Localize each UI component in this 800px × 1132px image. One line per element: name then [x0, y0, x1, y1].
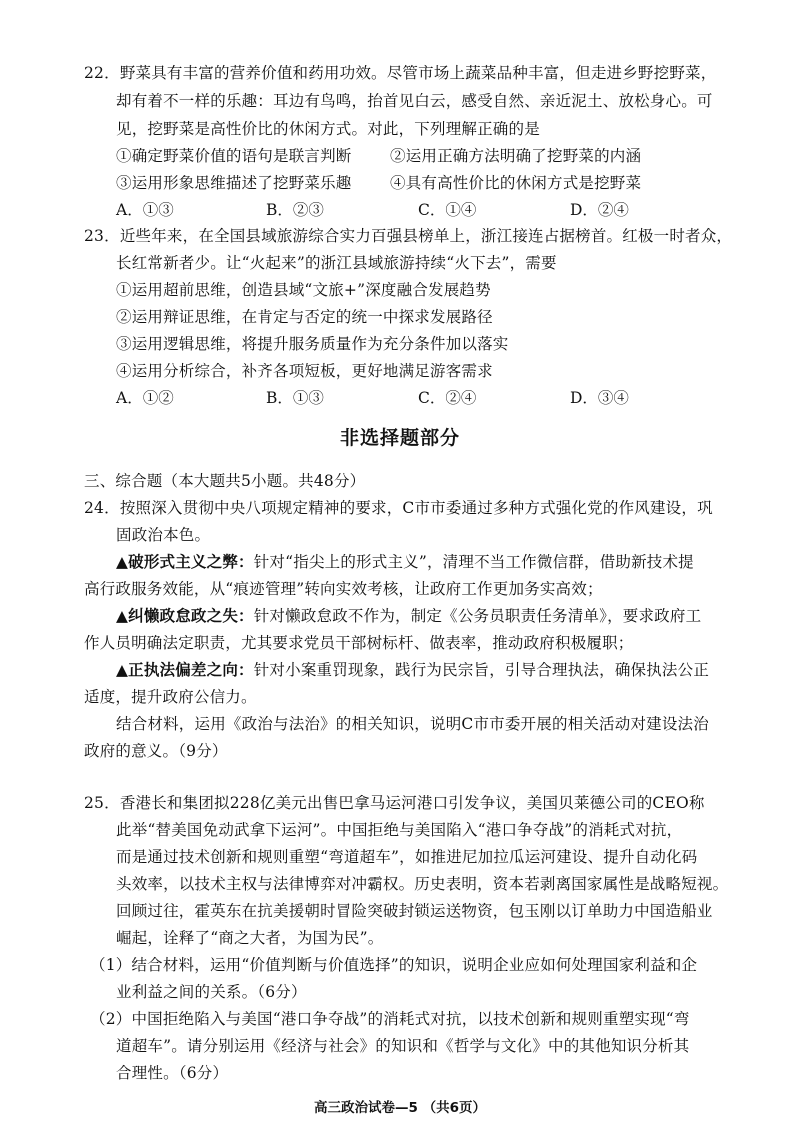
question-22-option-b[interactable]: B．②③ — [266, 201, 324, 219]
question-24-item-1-line-2: 高行政服务效能，从“痕迹管理”转向实效考核，让政府工作更加务实高效； — [84, 580, 603, 598]
question-22-options — [0, 199, 800, 221]
question-22-stem-line-1: 22．野菜具有丰富的营养价值和药用功效。尽管市场上蔬菜品种丰富，但走进乡野挖野菜， — [84, 64, 717, 82]
question-23-statement-4: ④运用分析综合，补齐各项短板，更好地满足游客需求 — [116, 362, 493, 380]
question-24-question-line-1: 结合材料，运用《政治与法治》的相关知识，说明C市市委开展的相关活动对建设法治 — [116, 715, 709, 733]
part-three-heading: 三、综合题（本大题共5小题。共48分） — [84, 472, 366, 490]
question-23-option-d[interactable]: D．③④ — [570, 389, 629, 407]
question-24-item-2-line-1 — [116, 605, 701, 627]
question-23-statement-1: ①运用超前思维，创造县域“文旅+”深度融合发展趋势 — [116, 281, 491, 299]
question-25-stem-line-3: 而是通过技术创新和规则重塑“弯道超车”，如推进尼加拉瓜运河建设、提升自动化码 — [116, 848, 698, 866]
question-25-stem-line-1: 25．香港长和集团拟228亿美元出售巴拿马运河港口引发争议，美国贝莱德公司的CEO称 — [84, 794, 705, 812]
question-24-item-3-line-2: 适度，提升政府公信力。 — [84, 688, 257, 706]
question-24-item-1-text: 针对“指尖上的形式主义”，清理不当工作微信群，借助新技术提 — [253, 553, 694, 571]
question-22-statement-2: ②运用正确方法明确了挖野菜的内涵 — [390, 147, 642, 165]
question-24-stem-line-2: 固政治本色。 — [116, 526, 211, 544]
question-24-item-1-mark: ▲破形式主义之弊： — [116, 552, 254, 571]
question-25-stem-line-2: 此举“替美国免动武拿下运河”。中国拒绝与美国陷入“港口争夺战”的消耗式对抗， — [116, 821, 683, 839]
question-24-question-line-2: 政府的意义。（9分） — [84, 742, 228, 760]
question-22-option-d[interactable]: D．②④ — [570, 201, 629, 219]
question-24-item-2-line-2: 作人员明确法定职责，尤其要求党员干部树标杆、做表率，推动政府积极履职； — [84, 634, 634, 652]
question-22-statement-4: ④具有高性价比的休闲方式是挖野菜 — [390, 174, 642, 192]
question-23-statement-2: ②运用辩证思维，在肯定与否定的统一中探求发展路径 — [116, 308, 493, 326]
question-24-item-2-text: 针对懒政怠政不作为，制定《公务员职责任务清单》，要求政府工 — [253, 607, 702, 625]
question-24-item-3-mark: ▲正执法偏差之向： — [116, 660, 254, 679]
question-23-options — [0, 387, 800, 409]
question-24-stem-line-1: 24．按照深入贯彻中央八项规定精神的要求，C市市委通过多种方式强化党的作风建设，巩 — [84, 499, 713, 517]
question-22-stem-line-3: 见，挖野菜是高性价比的休闲方式。对此，下列理解正确的是 — [116, 120, 540, 138]
question-22-statement-3: ③运用形象思维描述了挖野菜乐趣 — [116, 174, 352, 192]
section-title: 非选择题部分 — [339, 427, 460, 449]
question-23-stem-line-2: 长红常新者少。让“火起来”的浙江县域旅游持续“火下去”，需要 — [116, 254, 557, 272]
question-22-stem-line-2: 却有着不一样的乐趣：耳边有鸟鸣，抬首见白云，感受自然、亲近泥土、放松身心。可 — [116, 92, 713, 110]
question-23-statement-3: ③运用逻辑思维，将提升服务质量作为充分条件加以落实 — [116, 335, 509, 353]
question-23-option-c[interactable]: C．②④ — [418, 389, 477, 407]
question-25-sub-1-line-1: （1）结合材料，运用“价值判断与价值选择”的知识，说明企业应如何处理国家利益和企 — [90, 956, 698, 974]
question-25-stem-line-4: 头效率，以技术主权与法律博弈对冲霸权。历史表明，资本若剥离国家属性是战略短视。 — [116, 875, 729, 893]
question-24-item-1-line-1 — [116, 551, 694, 573]
question-22-option-a[interactable]: A．①③ — [116, 201, 174, 219]
question-23-option-a[interactable]: A．①② — [116, 389, 174, 407]
question-24-item-3-line-1 — [116, 659, 709, 681]
question-25-sub-2-line-2: 道超车”。请分别运用《经济与社会》的知识和《哲学与文化》中的其他知识分析其 — [116, 1037, 690, 1055]
page-footer: 高三政治试卷—5 （共6页） — [314, 1100, 486, 1116]
question-23-option-b[interactable]: B．①③ — [266, 389, 324, 407]
question-24-item-3-text: 针对小案重罚现象，践行为民宗旨，引导合理执法，确保执法公正 — [253, 661, 710, 679]
question-25-sub-2-line-1: （2）中国拒绝陷入与美国“港口争夺战”的消耗式对抗，以技术创新和规则重塑实现“弯 — [90, 1010, 690, 1028]
question-25-stem-line-5: 回顾过往，霍英东在抗美援朝时冒险突破封锁运送物资，包玉刚以订单助力中国造船业 — [116, 902, 713, 920]
question-25-stem-line-6: 崛起，诠释了“商之大者，为国为民”。 — [116, 929, 384, 947]
question-24-item-2-mark: ▲纠懒政怠政之失： — [116, 606, 254, 625]
question-22-option-c[interactable]: C．①④ — [418, 201, 477, 219]
question-25-sub-2-line-3: 合理性。（6分） — [116, 1064, 229, 1082]
question-25-sub-1-line-2: 业利益之间的关系。（6分） — [116, 983, 307, 1001]
question-23-stem-line-1: 23．近些年来，在全国县域旅游综合实力百强县榜单上，浙江接连占据榜首。红极一时者众， — [84, 227, 733, 245]
question-22-statement-1: ①确定野菜价值的语句是联言判断 — [116, 147, 352, 165]
